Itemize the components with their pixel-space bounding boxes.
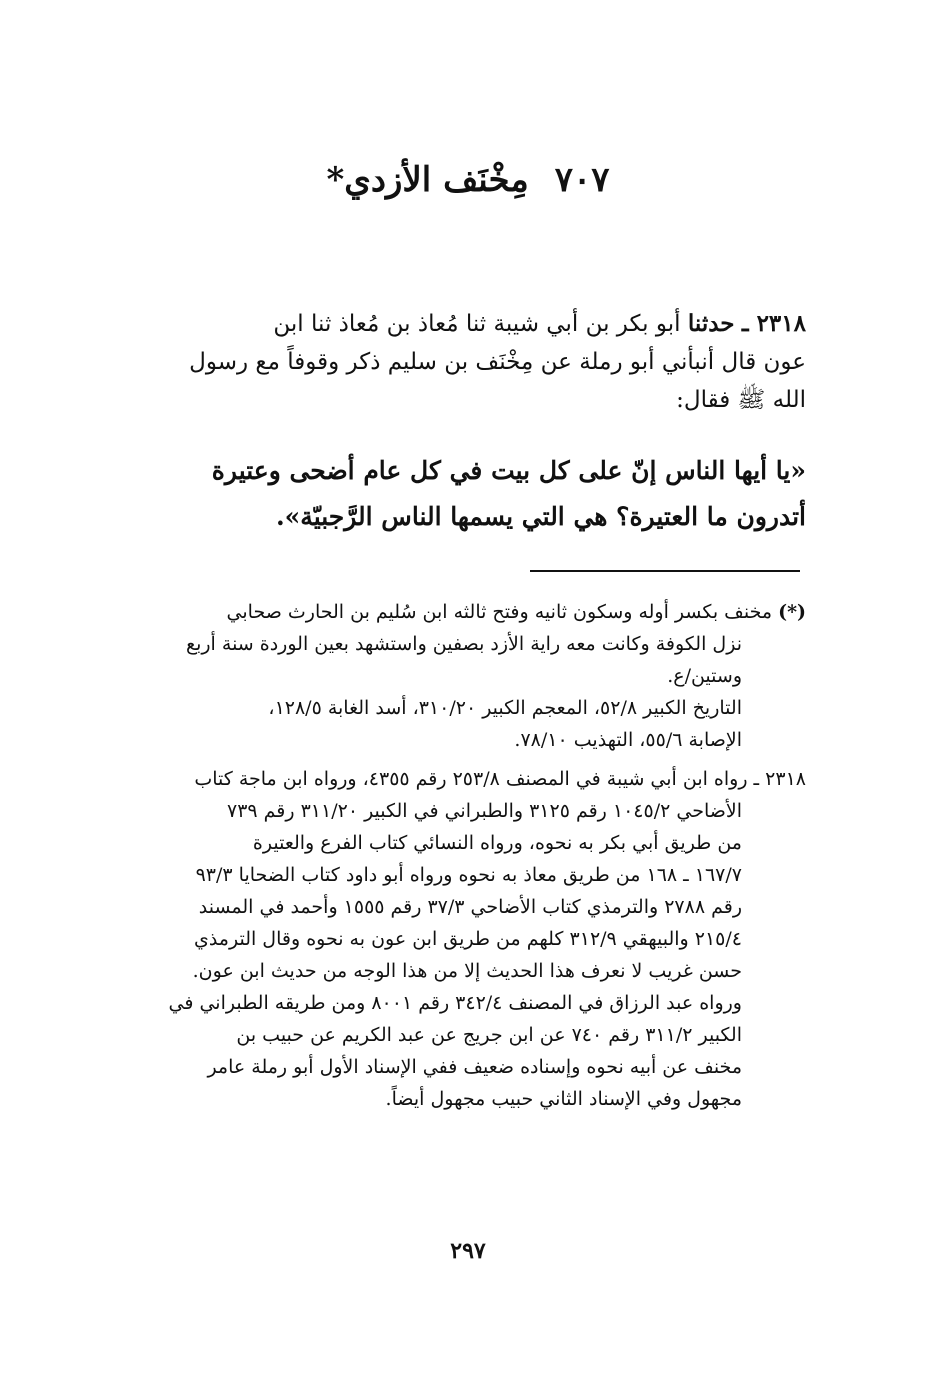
- footnote-line: الإصابة ٥٥/٦، التهذيب ٧٨/١٠.: [514, 729, 742, 751]
- footnote-takhrij: [128, 763, 806, 1115]
- hadith-line: عون قال أنبأني أبو رملة عن مِخْنَف بن سليم ذكر وقوفاً مع رسول: [189, 349, 806, 375]
- chapter-number: ٧٠٧: [554, 160, 610, 200]
- isnad-text: أبو بكر بن أبي شيبة ثنا مُعاذ بن مُعاذ ثنا ابن: [273, 311, 681, 337]
- matn-line: «يا أيها الناس إنّ على كل بيت في كل عام أضحى وعتيرة: [211, 456, 806, 485]
- footnote-line: ورواه عبد الرزاق في المصنف ٣٤٢/٤ رقم ٨٠٠١ ومن طريقه الطبراني في: [168, 992, 742, 1014]
- footnote-line: مخنف عن أبيه نحوه وإسناده ضعيف ففي الإسناد الأول أبو رملة عامر: [207, 1056, 742, 1078]
- footnote-line: حسن غريب لا نعرف هذا الحديث إلا من هذا الوجه من حديث ابن عون.: [192, 960, 742, 982]
- footnote-line: [128, 596, 806, 628]
- hadith-matn: [128, 448, 806, 540]
- matn-line: أتدرون ما العتيرة؟ هي التي يسمها الناس الرَّجبيّة».: [275, 502, 806, 531]
- footnote-line: رقم ٢٧٨٨ والترمذي كتاب الأضاحي ٣٧/٣ رقم ١٥٥٥ وأحمد في المسند: [198, 896, 742, 918]
- haddathana-word: حدثنا: [687, 310, 735, 337]
- hadith-number: ٢٣١٨ ـ: [741, 310, 806, 337]
- footnote-line: ١٦٧/٧ ـ ١٦٨ من طريق معاذ به نحوه ورواه أبو داود كتاب الضحايا ٩٣/٣: [195, 864, 742, 886]
- footnote-line: التاريخ الكبير ٥٢/٨، المعجم الكبير ٣١٠/٢٠، أسد الغابة ١٢٨/٥،: [268, 697, 742, 719]
- footnote-biography: [128, 596, 806, 756]
- footnote-line: وستين/ع.: [667, 665, 742, 687]
- page-number: ٢٩٧: [450, 1238, 486, 1264]
- chapter-heading: [130, 150, 806, 210]
- footnote-line: ٢١٥/٤ والبيهقي ٣١٢/٩ كلهم من طريق ابن عون به نحوه وقال الترمذي: [193, 928, 742, 950]
- footnote-line: [128, 763, 806, 795]
- footnote-text: مخنف بكسر أوله وسكون ثانيه وفتح ثالثه ابن سُليم بن الحارث صحابي: [226, 601, 773, 623]
- footnote-line: مجهول وفي الإسناد الثاني حبيب مجهول أيضاً.: [385, 1088, 742, 1110]
- asterisk-marker: (*): [778, 601, 806, 623]
- footnote-line: نزل الكوفة وكانت معه راية الأزد بصفين واستشهد بعين الوردة سنة أربع: [185, 633, 742, 655]
- hadith-isnad: [128, 305, 806, 419]
- footnote-text: ـ رواه ابن أبي شيبة في المصنف ٢٥٣/٨ رقم ٤٣٥٥، ورواه ابن ماجة كتاب: [194, 768, 760, 790]
- hadith-line: [128, 305, 806, 343]
- footnote-line: الكبير ٣١١/٢ رقم ٧٤٠ عن ابن جريج عن عبد الكريم عن حبيب بن: [236, 1024, 742, 1046]
- chapter-name: مِخْنَف الأزدي*: [326, 160, 529, 200]
- footnote-separator: [530, 570, 800, 572]
- footnote-line: من طريق أبي بكر به نحوه، ورواه النسائي كتاب الفرع والعتيرة: [252, 832, 742, 854]
- hadith-line: الله ﷺ فقال:: [676, 387, 806, 413]
- takhrij-number: ٢٣١٨: [765, 768, 806, 790]
- footnote-line: الأضاحي ١٠٤٥/٢ رقم ٣١٢٥ والطبراني في الكبير ٣١١/٢٠ رقم ٧٣٩: [226, 800, 742, 822]
